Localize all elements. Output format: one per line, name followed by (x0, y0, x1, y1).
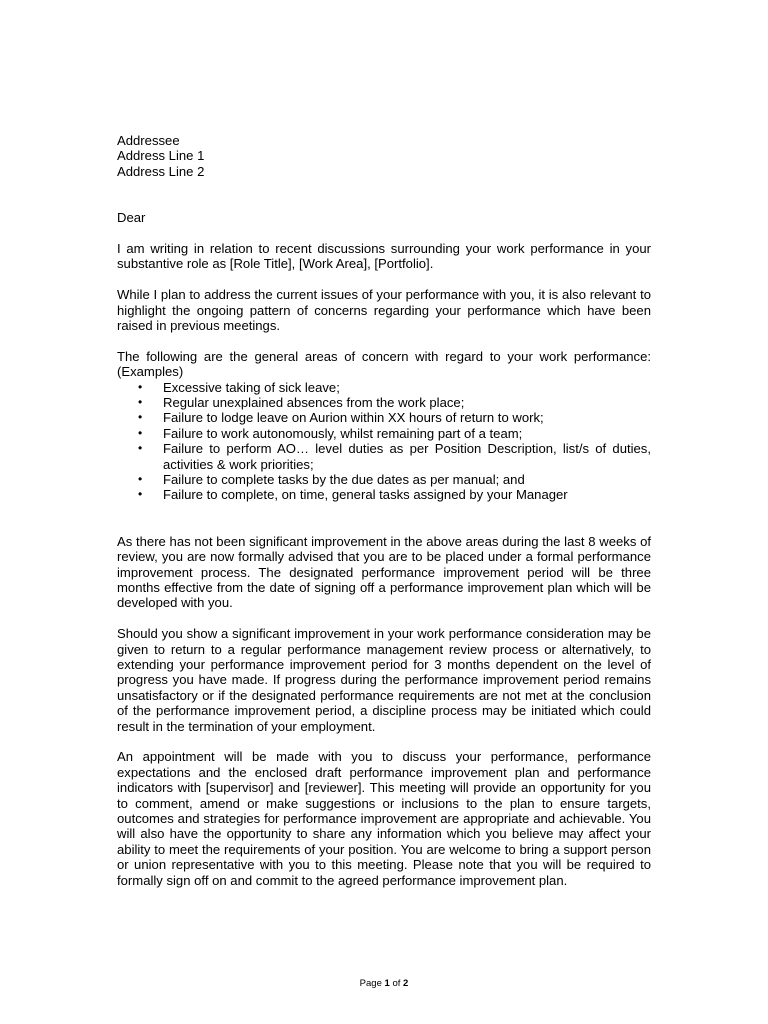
formal-process-paragraph: As there has not been significant improvement in the above areas during the last 8 weeks of review, you are now formally advised that you are to be placed under a formal performance improvement process. The designated performance improvement period will be three months effective from the date of signing off a performance improvement plan which will be developed with you. (117, 533, 651, 611)
list-item (117, 410, 651, 425)
list-item (117, 441, 651, 472)
bullet-icon: • (138, 379, 143, 394)
list-item-text: Failure to work autonomously, whilst remaining part of a team; (163, 425, 523, 441)
concerns-intro-paragraph: The following are the general areas of concern with regard to your work performance: (Examples) (117, 348, 651, 380)
list-item (117, 472, 651, 487)
list-item-text: Failure to perform AO… level duties as per Position Description, list/s of duties, activities & work priorities; (163, 441, 651, 472)
concerns-list (117, 380, 651, 503)
of-word: of (392, 978, 401, 989)
bullet-icon: • (138, 395, 143, 410)
pattern-paragraph: While I plan to address the current issues of your performance with you, it is also relevant to highlight the ongoing pattern of concerns regarding your performance which have been raised in previous meetings. (117, 287, 651, 334)
address-block (117, 133, 651, 179)
list-item (117, 487, 651, 502)
address-line-1: Address Line 1 (117, 148, 205, 164)
list-item-text: Regular unexplained absences from the work place; (163, 395, 465, 411)
addressee-line: Addressee (117, 133, 180, 148)
bullet-icon: • (138, 425, 143, 440)
address-line-2: Address Line 2 (117, 163, 205, 179)
intro-paragraph: I am writing in relation to recent discussions surrounding your work performance in your substantive role as [Role Title], [Work Area], [Portfolio]. (117, 241, 651, 272)
appointment-paragraph: An appointment will be made with you to discuss your performance, performance expectations and the enclosed draft performance improvement plan and performance indicators with [supervisor] and [reviewer]. This meeting will provide an opportunity for you to comment, amend or make suggestions or inclusions to the plan to ensure targets, outcomes and strategies for performance improvement are appropriate and achievable. You will also have the opportunity to share any information which you believe may affect your ability to meet the requirements of your position. You are welcome to bring a support person or union representative with you to this meeting. Please note that you will be required to formally sign off on and commit to the agreed performance improvement plan. (117, 749, 651, 888)
list-item (117, 395, 651, 410)
bullet-icon: • (138, 441, 143, 456)
bullet-icon: • (138, 472, 143, 487)
list-item (117, 426, 651, 441)
list-item-text: Failure to lodge leave on Aurion within XX hours of return to work; (163, 410, 544, 426)
bullet-icon: • (138, 487, 143, 502)
bullet-icon: • (138, 410, 143, 425)
list-item (117, 380, 651, 395)
page-word: Page (359, 978, 382, 989)
list-item-text: Failure to complete, on time, general tasks assigned by your Manager (163, 487, 568, 503)
outcomes-paragraph: Should you show a significant improvement in your work performance consideration may be given to return to a regular performance management review process or alternatively, to extending your performance improvement period for 3 months dependent on the level of progress you have made. If progress during the performance improvement period remains unsatisfactory or if the designated performance requirements are not met at the conclusion of the performance improvement period, a discipline process may be initiated which could result in the termination of your employment. (117, 626, 651, 734)
letter-body (117, 133, 651, 888)
salutation: Dear (117, 210, 146, 226)
page-footer (0, 978, 768, 989)
current-page-number: 1 (384, 978, 390, 989)
total-pages-number: 2 (403, 978, 409, 989)
list-item-text: Failure to complete tasks by the due dates as per manual; and (163, 472, 525, 488)
list-item-text: Excessive taking of sick leave; (163, 379, 340, 395)
